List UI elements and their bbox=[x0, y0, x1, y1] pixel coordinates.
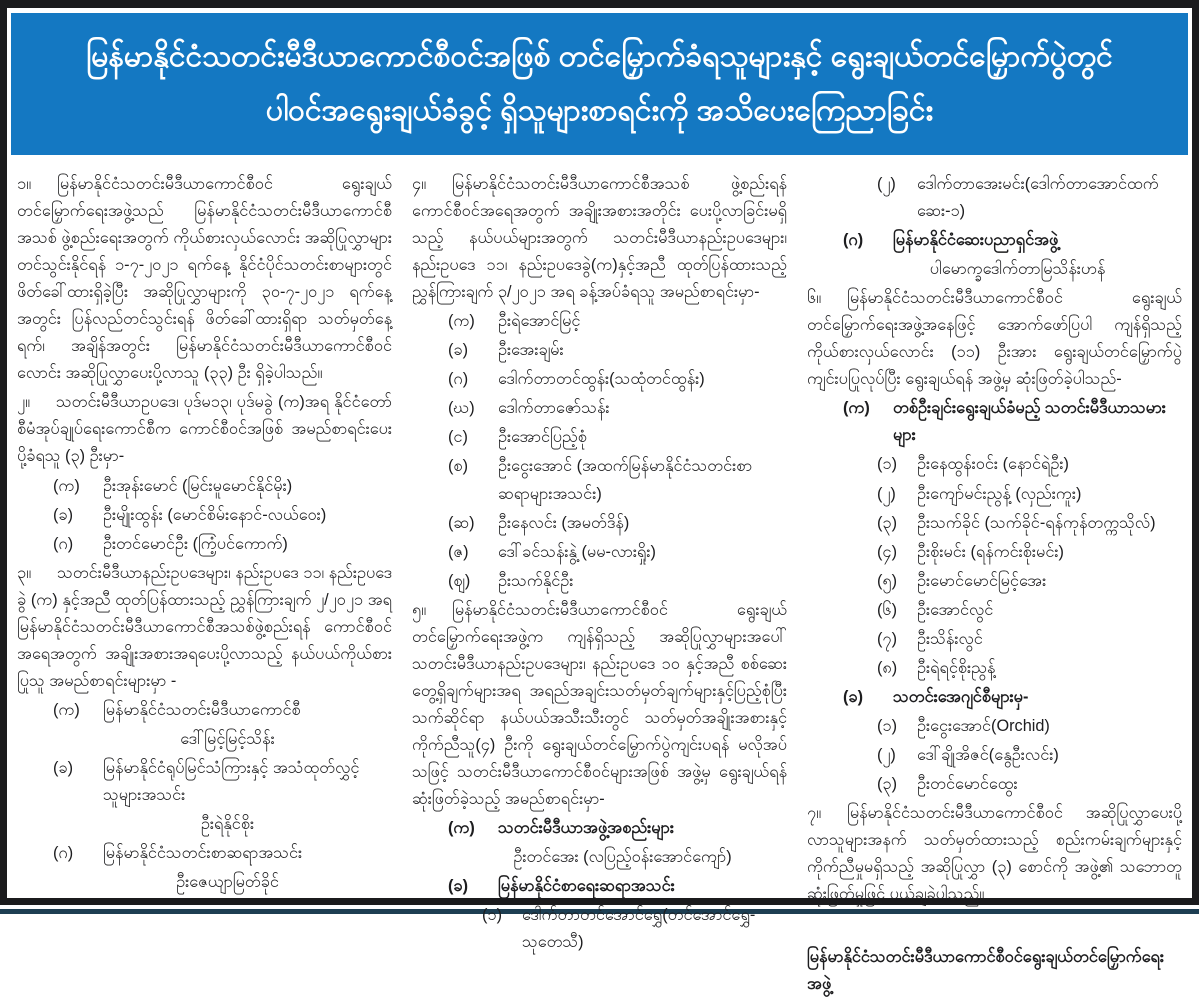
list-text: ဦးအောင်လွင် bbox=[917, 600, 994, 619]
list-item bbox=[448, 568, 787, 595]
paragraph bbox=[807, 800, 1182, 908]
list-label: (စ) bbox=[448, 457, 469, 476]
paragraph bbox=[412, 597, 787, 813]
list-item bbox=[53, 502, 392, 529]
list-text: ဦးစိုးမင်း (ရန်ကင်းစိုးမင်း) bbox=[917, 542, 1064, 561]
sub-list-item bbox=[877, 771, 1182, 798]
list-text: ဒေါ်ခင်သန်းနွဲ့ (မမ-လားရှိုး) bbox=[498, 542, 656, 561]
list-label: (ဂ) bbox=[448, 370, 469, 389]
body-text-area bbox=[7, 161, 1192, 1000]
list-text: ဦးနေလင်း (အမတ်ဒိန်) bbox=[498, 513, 630, 532]
list-text: တစ်ဦးချင်းရွေးချယ်ခံမည့် သတင်းမီဒီယာသမားများ bbox=[893, 399, 1166, 445]
list-item bbox=[53, 840, 392, 867]
list-text: ဒေါက်တာအေးမင်း(ဒေါက်တာအောင်ထက်ဆေး-၁) bbox=[917, 175, 1159, 221]
list-label: (ဇ) bbox=[448, 542, 469, 561]
sub-list-item bbox=[877, 742, 1182, 769]
list-text: ဦးနေထွန်းဝင်း (နောင်ရဲဦး) bbox=[917, 455, 1069, 474]
list-item bbox=[448, 337, 787, 364]
list-label: (၂) bbox=[877, 484, 896, 503]
text-column-2 bbox=[412, 171, 787, 1000]
list-text: ဒေါက်တာဇော်သန်း bbox=[498, 399, 610, 418]
list-text: ဦးသက်ခိုင် (သက်ခိုင်-ရန်ကုန်တက္ကသိုလ်) bbox=[917, 513, 1156, 532]
paragraph-number: ၃။ bbox=[17, 563, 32, 582]
member-name: ဦးရဲနိုင်စိုး bbox=[200, 815, 255, 834]
list-label: (ဂ) bbox=[53, 534, 74, 553]
member-name: ဒေါ်မြင့်မြင့်သိန်း bbox=[180, 729, 275, 748]
list-text: ဒေါက်တာတင်ထွန်း(သထုံတင်ထွန်း) bbox=[498, 370, 705, 389]
paragraph-text: သတင်းမီဒီယာဥပဒေ၊ ပုဒ်မ၁၃၊ ပုဒ်မခွဲ (က)အရ နိုင်ငံတော်စီမံအုပ်ချုပ်ရေးကောင်စီက ကောင်စီဝင်အဖြစ် အမည်စာရင်းပေးပို့ခံရသူ (၃) ဦးမှာ- bbox=[17, 393, 392, 466]
title-line-2: ပါဝင်အရွေးချယ်ခံခွင့် ရှိသူများစာရင်းကို အသိပေးကြေညာခြင်း bbox=[265, 94, 934, 127]
sub-list-item bbox=[877, 481, 1182, 508]
list-label: (က) bbox=[53, 700, 80, 719]
list-item bbox=[53, 755, 392, 809]
list-label: (ဆ) bbox=[448, 513, 475, 532]
list-item bbox=[53, 473, 392, 500]
list-label: (ခ) bbox=[448, 341, 469, 360]
list-label: (၁) bbox=[482, 906, 503, 925]
list-label: (ခ) bbox=[53, 758, 74, 777]
list-item bbox=[448, 815, 787, 842]
list-item bbox=[448, 424, 787, 451]
list-text: ဦးငွေးအောင် (အထက်မြန်မာနိုင်ငံသတင်းစာ ဆရာများအသင်း) bbox=[498, 457, 753, 503]
list-item bbox=[448, 308, 787, 335]
list-label: (၆) bbox=[877, 600, 898, 619]
list-label: (၁) bbox=[877, 455, 898, 474]
list-item bbox=[843, 395, 1182, 449]
list-text: ဦးရဲအောင်မြင့် bbox=[498, 312, 581, 331]
list-label: (၈) bbox=[877, 658, 898, 677]
member-name: ဦးဇေယျာမြတ်ခိုင် bbox=[176, 873, 279, 892]
list-text: သတင်းမီဒီယာအဖွဲ့အစည်းများ bbox=[498, 819, 674, 838]
list-label: (၁) bbox=[877, 716, 898, 735]
title-banner bbox=[11, 13, 1188, 155]
paragraph bbox=[17, 171, 392, 387]
list-text: ဦးအောင်ပြည့်စုံ bbox=[498, 428, 587, 447]
text-column-1 bbox=[17, 171, 392, 1000]
sub-list-item bbox=[877, 451, 1182, 478]
sub-list-item bbox=[877, 171, 1182, 225]
sub-list-item bbox=[877, 568, 1182, 595]
sub-list-item bbox=[482, 902, 787, 956]
list-text: ဒေါက်တာတင်အောင်ရွှေ(တင်အောင်ရွှေ-သုတေသီ) bbox=[522, 906, 756, 952]
list-text: မြန်မာနိုင်ငံဆေးပညာရှင်အဖွဲ့ bbox=[893, 231, 1059, 250]
list-text: မြန်မာနိုင်ငံသတင်းမီဒီယာကောင်စီ bbox=[103, 700, 301, 719]
list-item bbox=[448, 873, 787, 900]
list-label: (၇) bbox=[877, 629, 898, 648]
list-label: (က) bbox=[843, 399, 870, 418]
paragraph-text: မြန်မာနိုင်ငံသတင်းမီဒီယာကောင်စီဝင် အဆိုပြုလွှာပေးပို့လာသူများအနက် သတ်မှတ်ထားသည့် စည်းကမ်းချက်များနှင့် ကိုက်ညီမှုမရှိသည့် အဆိုပြုလွှာ (၃) စောင်ကို အဖွဲ့၏ သဘောတူဆုံးဖြတ်မှုဖြင့် ပယ်ချခဲ့ပါသည်။ bbox=[807, 804, 1182, 904]
list-item bbox=[53, 531, 392, 558]
list-text: မြန်မာနိုင်ငံစာရေးဆရာအသင်း bbox=[498, 877, 675, 896]
paragraph-number: ၅။ bbox=[412, 600, 427, 619]
list-label: (ဂ) bbox=[53, 844, 74, 863]
member-name: ဦးတင်အေး (လပြည့်ဝန်းအောင်ကျော်) bbox=[513, 848, 732, 867]
list-text: ဦးအေးချမ်း bbox=[498, 341, 564, 360]
sub-list-item bbox=[877, 510, 1182, 537]
paragraph bbox=[17, 389, 392, 470]
sub-list-item bbox=[877, 655, 1182, 682]
list-item bbox=[448, 510, 787, 537]
paragraph-number: ၇။ bbox=[807, 804, 822, 823]
signature: မြန်မာနိုင်ငံသတင်းမီဒီယာကောင်စီဝင်ရွေးချယ်တင်မြှောက်ရေးအဖွဲ့ bbox=[807, 948, 1165, 994]
list-label: (၄) bbox=[877, 542, 898, 561]
list-text: ဒေါ်ချိုအိဇင်(နွေဦးလင်း) bbox=[917, 745, 1059, 764]
list-item bbox=[843, 684, 1182, 711]
list-text: ဦးမောင်မောင်မြင့်အေး bbox=[917, 571, 1047, 590]
list-label: (က) bbox=[53, 476, 80, 495]
list-text: ဦးရဲရင့်စိုးညွန့် bbox=[917, 658, 996, 677]
paragraph-text: သတင်းမီဒီယာနည်းဥပဒေများ၊ နည်းဥပဒေ ၁၁၊ နည်းဥပဒေခွဲ (က) နှင့်အညီ ထုတ်ပြန်ထားသည့် ညွှန်ကြားချက် ၂/၂၀၂၁ အရ မြန်မာနိုင်ငံသတင်းမီဒီယာကောင်စီအသစ်ဖွဲ့စည်းရန် ကောင်စီဝင်အရေအတွက် အချိုးအစားအရပေးပို့လာသည့် နယ်ပယ်ကိုယ်စားပြုသူ အမည်စာရင်းများမှာ - bbox=[17, 563, 392, 690]
list-text: ဦးမျိုးထွန်း (မောင်စိမ်းနောင်-လယ်ဝေး) bbox=[103, 505, 327, 524]
sub-list-item bbox=[877, 539, 1182, 566]
text-column-3 bbox=[807, 171, 1182, 1000]
paragraph-number: ၄။ bbox=[412, 175, 427, 193]
list-text: ဦးကျော်မင်းညွန့် (လှည်းကူး) bbox=[917, 484, 1082, 503]
list-text: ဦးတင်မောင်ထွေး bbox=[917, 774, 1018, 793]
list-label: (ခ) bbox=[448, 877, 469, 896]
list-label: (ဈ) bbox=[448, 571, 471, 590]
paragraph-text: မြန်မာနိုင်ငံသတင်းမီဒီယာကောင်စီဝင် ရွေးချယ်တင်မြှောက်ရေးအဖွဲ့က ကျန်ရှိသည့် အဆိုပြုလွှာများအပေါ် သတင်းမီဒီယာနည်းဥပဒေများ၊ နည်းဥပဒေ ၁၀ နှင့်အညီ စစ်ဆေးတွေ့ရှိချက်များအရ အရည်အချင်းသတ်မှတ်ချက်များနှင့်ပြည့်စုံပြီး သက်ဆိုင်ရာ နယ်ပယ်အသီးသီးတွင် သတ်မှတ်အချိုးအစားနှင့် ကိုက်ညီသူ(၄) ဦးကို ရွေးချယ်တင်မြှောက်ပွဲကျင်းပရန် မလိုအပ်သဖြင့် သတင်းမီဒီယာကောင်စီဝင်များအဖြစ် အဖွဲ့မှ ရွေးချယ်ရန် ဆုံးဖြတ်ခဲ့သည့် အမည်စာရင်းမှာ- bbox=[412, 600, 787, 809]
paragraph bbox=[412, 171, 787, 306]
paragraph-text: မြန်မာနိုင်ငံသတင်းမီဒီယာကောင်စီအသစ် ဖွဲ့စည်းရန် ကောင်စီဝင်အရေအတွက် အချိုးအစားအတိုင်း ပေးပို့လာခြင်းမရှိသည့် နယ်ပယ်များအတွက် သတင်းမီဒီယာနည်းဥပဒေများ၊ နည်းဥပဒေ ၁၁၊ နည်းဥပဒေခွဲ(က)နှင့်အညီ ထုတ်ပြန်ထားသည့် ညွှန်ကြားချက် ၃/၂၀၂၁ အရ ခန့်အပ်ခံရသူ အမည်စာရင်းမှာ- bbox=[412, 175, 787, 302]
list-text: ဦးအုန်းမောင် (မြင်းမူမောင်နိုင်မိုး) bbox=[103, 476, 293, 495]
list-text: ဦးသက်နိုင်ဦး bbox=[498, 571, 574, 590]
list-item bbox=[843, 227, 1182, 254]
member-name: ပါမောက္ခဒေါက်တာမြသိန်းဟန် bbox=[929, 260, 1106, 279]
list-item bbox=[448, 395, 787, 422]
list-label: (ခ) bbox=[843, 687, 864, 706]
title-line-1: မြန်မာနိုင်ငံသတင်းမီဒီယာကောင်စီဝင်အဖြစ် တင်မြှောက်ခံရသူများနှင့် ရွေးချယ်တင်မြှောက်ပွဲတွင် bbox=[86, 40, 1113, 73]
list-item bbox=[53, 697, 392, 724]
sub-list-item bbox=[877, 626, 1182, 653]
list-label: (၂) bbox=[877, 745, 896, 764]
paragraph-text: မြန်မာနိုင်ငံသတင်းမီဒီယာကောင်စီဝင် ရွေးချယ်တင်မြှောက်ရေးအဖွဲ့အနေဖြင့် အောက်ဖော်ပြပါ ကျန်ရှိသည့် ကိုယ်စားလှယ်လောင်း (၁၁) ဦးအား ရွေးချယ်တင်မြှောက်ပွဲ ကျင်းပပြုလုပ်ပြီး ရွေးချယ်ရန် အဖွဲ့မှ ဆုံးဖြတ်ခဲ့ပါသည်- bbox=[807, 289, 1182, 389]
list-label: (၃) bbox=[877, 774, 898, 793]
list-text: ဦးသိန်းလွင် bbox=[917, 629, 983, 648]
paragraph-text: မြန်မာနိုင်ငံသတင်းမီဒီယာကောင်စီဝင် ရွေးချယ်တင်မြှောက်ရေးအဖွဲ့သည် မြန်မာနိုင်ငံသတင်းမီဒီယာကောင်စီအသစ် ဖွဲ့စည်းရေးအတွက် ကိုယ်စားလှယ်လောင်း အဆိုပြုလွှာများ တင်သွင်းနိုင်ရန် ၁-၇-၂၀၂၁ ရက်နေ့ နိုင်ငံပိုင်သတင်းစာများတွင် ဖိတ်ခေါ်ထားရှိခဲ့ပြီး အဆိုပြုလွှာများကို ၃၀-၇-၂၀၂၁ ရက်နေ့အတွင်း ပြန်လည်တင်သွင်းရန် ဖိတ်ခေါ်ထားရှိရာ သတ်မှတ်နေ့ရက်၊ အချိန်အတွင်း မြန်မာနိုင်ငံသတင်းမီဒီယာကောင်စီဝင်လောင်း အဆိုပြုလွှာပေးပို့လာသူ (၃၃) ဦး ရှိခဲ့ပါသည်။ bbox=[17, 175, 392, 383]
list-item bbox=[448, 539, 787, 566]
list-item bbox=[448, 453, 787, 507]
list-label: (၅) bbox=[877, 571, 898, 590]
paragraph-number: ၁။ bbox=[17, 175, 32, 193]
list-label: (၂) bbox=[877, 175, 896, 193]
paragraph bbox=[807, 285, 1182, 393]
paragraph-number: ၂။ bbox=[17, 393, 30, 412]
sub-list-item bbox=[877, 597, 1182, 624]
list-label: (ခ) bbox=[53, 505, 74, 524]
list-text: ဦးတင်မောင်ဦး (ကြံ့ပင်ကောက်) bbox=[103, 534, 288, 553]
list-label: (၃) bbox=[877, 513, 898, 532]
list-label: (ဃ) bbox=[448, 399, 475, 418]
paragraph-number: ၆။ bbox=[807, 289, 822, 308]
list-text: ဦးငွေးအောင်(Orchid) bbox=[917, 716, 1050, 735]
list-label: (ဂ) bbox=[843, 231, 864, 250]
list-text: သတင်းအေဂျင်စီများမှ- bbox=[893, 687, 1029, 706]
list-text: မြန်မာနိုင်ငံသတင်းစာဆရာအသင်း bbox=[103, 844, 303, 863]
list-label: (က) bbox=[448, 819, 475, 838]
list-label: (င) bbox=[448, 428, 468, 447]
list-text: မြန်မာနိုင်ငံရုပ်မြင်သံကြားနှင့် အသံထုတ်လွှင့်သူများအသင်း bbox=[103, 758, 360, 805]
list-label: (က) bbox=[448, 312, 475, 331]
paragraph bbox=[17, 560, 392, 695]
sub-list-item bbox=[877, 713, 1182, 740]
list-item bbox=[448, 366, 787, 393]
